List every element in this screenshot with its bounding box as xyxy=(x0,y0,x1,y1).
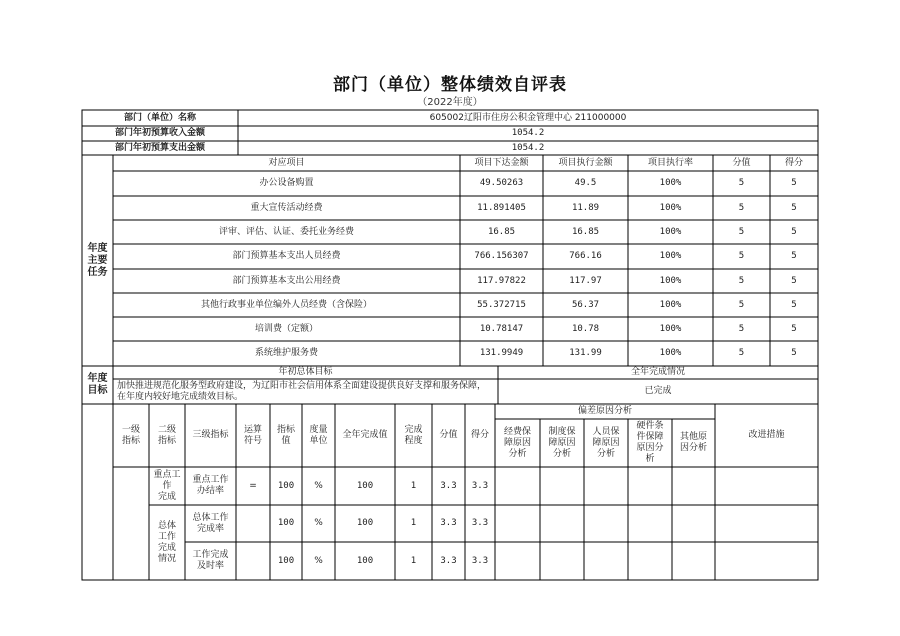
task-executed: 16.85 xyxy=(571,226,600,237)
task-executed: 49.5 xyxy=(574,178,597,188)
ind-header-deviation-funding: 经费保 障原因 分析 xyxy=(503,426,531,459)
task-project: 部门预算基本支出公用经费 xyxy=(232,275,341,286)
ind-header-level3: 三级指标 xyxy=(192,430,229,440)
task-project: 重大宣传活动经费 xyxy=(250,202,323,213)
task-rate: 100% xyxy=(659,251,682,261)
ind-header-score: 得分 xyxy=(470,430,489,440)
ind-header-unit: 度量 单位 xyxy=(309,424,328,446)
ind-degree: 1 xyxy=(410,480,417,491)
ind-header-annual: 全年完成值 xyxy=(342,430,388,440)
task-allocated: 11.891405 xyxy=(477,202,526,213)
ind-annual: 100 xyxy=(356,555,374,566)
task-rate: 100% xyxy=(659,323,682,334)
ind-unit: % xyxy=(314,518,323,528)
ind-degree: 1 xyxy=(410,518,417,528)
task-score: 5 xyxy=(791,202,797,213)
task-project: 办公设备购置 xyxy=(259,178,314,188)
task-project: 部门预算基本支出人员经费 xyxy=(232,251,341,261)
ind-score: 3.3 xyxy=(471,518,489,528)
unit-name-value: 605002辽阳市住房公积金管理中心 211000000 xyxy=(429,112,627,123)
goals-side-label: 年度 目标 xyxy=(87,373,108,396)
income-value: 1054.2 xyxy=(511,128,545,138)
ind-level3: 工作完成 及时率 xyxy=(192,550,229,571)
task-score-value: 5 xyxy=(738,275,745,286)
form-subtitle: （2022年度） xyxy=(417,97,483,108)
ind-header-degree: 完成 程度 xyxy=(404,424,423,446)
task-allocated: 10.78147 xyxy=(479,323,524,334)
ind-header-deviation-hardware: 硬件条 件保障 原因分 析 xyxy=(636,421,664,464)
ind-degree: 1 xyxy=(410,555,417,566)
ind-header-operator: 运算 符号 xyxy=(243,424,262,446)
ind-score: 3.3 xyxy=(471,480,489,491)
ind-score-value: 3.3 xyxy=(440,518,457,528)
form-title: 部门（单位）整体绩效自评表 xyxy=(333,75,567,95)
task-allocated: 117.97822 xyxy=(477,275,526,286)
tasks-side-label: 年度 主要 任务 xyxy=(87,242,108,278)
task-score-value: 5 xyxy=(738,178,745,188)
ind-operator xyxy=(236,505,270,542)
income-label: 部门年初预算收入金额 xyxy=(114,128,205,138)
expense-label: 部门年初预算支出金额 xyxy=(114,142,205,153)
task-executed: 766.16 xyxy=(569,251,602,261)
task-score: 5 xyxy=(791,226,797,237)
task-score-value: 5 xyxy=(738,323,745,334)
task-rate: 100% xyxy=(659,348,682,358)
tasks-header-score-value: 分值 xyxy=(732,157,751,168)
task-executed: 11.89 xyxy=(571,202,600,213)
ind-header-deviation-other: 其他原 因分析 xyxy=(679,432,707,453)
ind-header-deviation-group: 偏差原因分析 xyxy=(577,406,632,416)
ind-unit: % xyxy=(314,555,323,566)
ind-level3: 重点工作 办结率 xyxy=(192,475,229,496)
ind-level2-overall-work: 总体 工作 完成 情况 xyxy=(157,520,176,564)
ind-score-value: 3.3 xyxy=(440,480,457,491)
goals-overall-header: 年初总体目标 xyxy=(278,367,333,377)
ind-annual: 100 xyxy=(356,480,374,491)
ind-operator xyxy=(236,542,270,580)
task-rate: 100% xyxy=(659,178,682,188)
task-project: 培训费（定额） xyxy=(254,323,318,334)
task-score-value: 5 xyxy=(738,226,745,237)
task-allocated: 16.85 xyxy=(487,226,516,237)
task-allocated: 131.9949 xyxy=(479,348,524,358)
ind-target: 100 xyxy=(277,480,295,491)
task-score-value: 5 xyxy=(738,202,745,213)
task-allocated: 766.156307 xyxy=(474,251,529,261)
ind-header-deviation-system: 制度保 障原因 分析 xyxy=(548,426,576,459)
ind-header-deviation-staff: 人员保 障原因 分析 xyxy=(592,426,620,459)
task-score: 5 xyxy=(791,275,797,286)
ind-level2-key-work: 重点工 作 完成 xyxy=(153,469,181,502)
task-rate: 100% xyxy=(659,226,682,237)
ind-level3: 总体工作 完成率 xyxy=(192,512,229,534)
task-score: 5 xyxy=(791,348,797,358)
task-score: 5 xyxy=(791,178,797,188)
task-score-value: 5 xyxy=(738,251,745,261)
task-executed: 56.37 xyxy=(571,299,600,310)
task-project: 系统维护服务费 xyxy=(254,348,318,358)
ind-operator: = xyxy=(249,480,257,491)
task-rate: 100% xyxy=(659,275,682,286)
task-allocated: 55.372715 xyxy=(477,299,526,310)
ind-unit: % xyxy=(314,480,323,491)
ind-header-target: 指标 值 xyxy=(276,424,295,446)
task-executed: 131.99 xyxy=(569,348,602,358)
task-rate: 100% xyxy=(659,202,682,213)
task-executed: 10.78 xyxy=(571,323,600,334)
task-score-value: 5 xyxy=(738,299,745,310)
tasks-header-rate: 项目执行率 xyxy=(647,157,693,168)
tasks-header-score: 得分 xyxy=(784,157,803,168)
tasks-header-project: 对应项目 xyxy=(268,157,305,168)
goals-overall-text: 加快推进规范化服务型政府建设，为辽阳市社会信用体系全面建设提供良好支撑和服务保障，在年度内较好地完成绩效目标。 xyxy=(117,380,487,402)
task-score: 5 xyxy=(791,299,797,310)
tasks-header-executed: 项目执行金额 xyxy=(558,157,613,168)
ind-target: 100 xyxy=(277,518,295,528)
task-executed: 117.97 xyxy=(569,275,602,286)
tasks-header-allocated: 项目下达金额 xyxy=(474,157,529,168)
ind-score: 3.3 xyxy=(471,555,489,566)
task-allocated: 49.50263 xyxy=(479,178,524,188)
task-project: 评审、评估、认证、委托业务经费 xyxy=(218,226,354,237)
goals-completion-text: 已完成 xyxy=(644,386,672,396)
expense-value: 1054.2 xyxy=(511,142,545,153)
task-score-value: 5 xyxy=(738,348,745,358)
ind-header-level2: 二级 指标 xyxy=(157,424,176,446)
ind-header-level1: 一级 指标 xyxy=(121,424,140,446)
task-score: 5 xyxy=(791,251,797,261)
ind-target: 100 xyxy=(277,555,295,566)
ind-annual: 100 xyxy=(356,518,374,528)
task-project: 其他行政事业单位编外人员经费（含保险） xyxy=(200,299,372,310)
ind-header-score-value: 分值 xyxy=(439,430,458,440)
ind-header-measures: 改进措施 xyxy=(748,430,785,440)
goals-completion-header: 全年完成情况 xyxy=(630,367,685,377)
unit-name-label: 部门（单位）名称 xyxy=(123,112,196,123)
task-rate: 100% xyxy=(659,299,682,310)
task-score: 5 xyxy=(791,323,797,334)
ind-score-value: 3.3 xyxy=(440,555,457,566)
